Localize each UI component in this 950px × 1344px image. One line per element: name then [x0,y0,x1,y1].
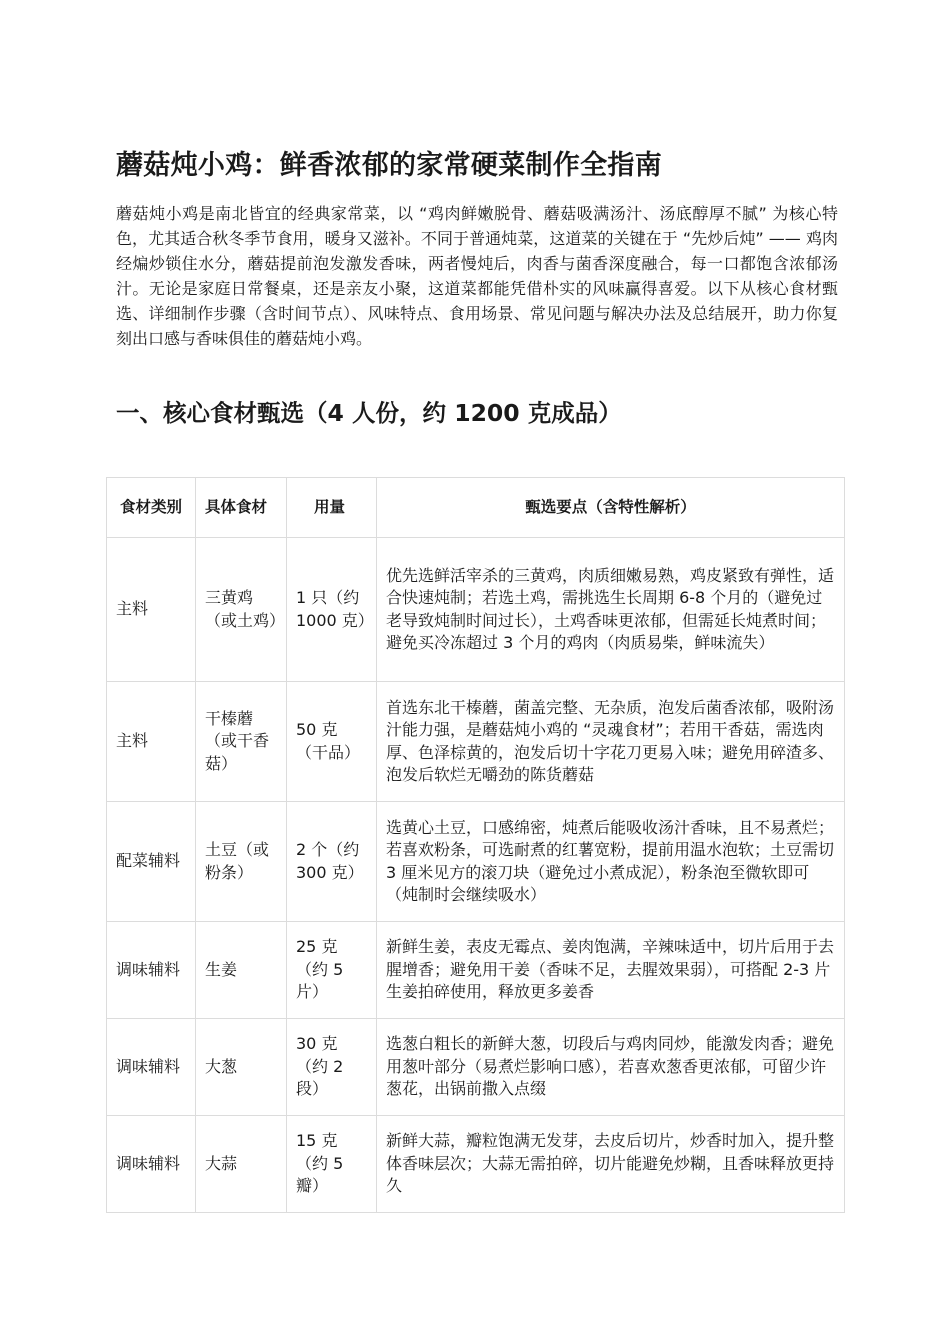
cell-category: 主料 [107,682,196,802]
cell-amount: 50 克 （干品） [287,682,377,802]
ingredients-table-wrapper [106,477,844,1213]
cell-category: 调味辅料 [107,1019,196,1116]
cell-ingredient: 干榛蘑 （或干香菇） [196,682,287,802]
header-notes: 甄选要点（含特性解析） [377,478,845,538]
ingredients-table [106,477,845,1213]
cell-category: 配菜辅料 [107,802,196,922]
table-row [107,1019,845,1116]
cell-notes: 优先选鲜活宰杀的三黄鸡，肉质细嫩易熟，鸡皮紧致有弹性，适合快速炖制；若选土鸡，需挑选生长周期 6-8 个月的（避免过老导致炖制时间过长），土鸡香味更浓郁，但需延长炖煮时间；避免买冷冻超过 3 个月的鸡肉（肉质易柴，鲜味流失） [377,538,845,682]
cell-ingredient: 土豆（或粉条） [196,802,287,922]
header-ingredient: 具体食材 [196,478,287,538]
cell-notes: 选黄心土豆，口感绵密，炖煮后能吸收汤汁香味，且不易煮烂；若喜欢粉条，可选耐煮的红薯宽粉，提前用温水泡软；土豆需切 3 厘米见方的滚刀块（避免过小煮成泥），粉条泡至微软即可（炖制时会继续吸水） [377,802,845,922]
cell-amount: 1 只（约 1000 克） [287,538,377,682]
table-header-row [107,478,845,538]
table-row [107,802,845,922]
cell-notes: 选葱白粗长的新鲜大葱，切段后与鸡肉同炒，能激发肉香；避免用葱叶部分（易煮烂影响口感），若喜欢葱香更浓郁，可留少许葱花，出锅前撒入点缀 [377,1019,845,1116]
section-title-ingredients: 一、核心食材甄选（4 人份，约 1200 克成品） [116,399,622,427]
intro-paragraph: 蘑菇炖小鸡是南北皆宜的经典家常菜，以 “鸡肉鲜嫩脱骨、蘑菇吸满汤汁、汤底醇厚不腻” 为核心特色，尤其适合秋冬季节食用，暖身又滋补。不同于普通炖菜，这道菜的关键在于 “先炒后炖” —— 鸡肉经煸炒锁住水分，蘑菇提前泡发激发香味，两者慢炖后，肉香与菌香深度融合，每一口都饱含浓郁汤汁。无论是家庭日常餐桌，还是亲友小聚，这道菜都能凭借朴实的风味赢得喜爱。以下从核心食材甄选、详细制作步骤（含时间节点）、风味特点、食用场景、常见问题与解决办法及总结展开，助力你复刻出口感与香味俱佳的蘑菇炖小鸡。 [116,204,838,348]
table-row [107,682,845,802]
table-row [107,1116,845,1213]
table-row [107,538,845,682]
cell-ingredient: 生姜 [196,922,287,1019]
document-title: 蘑菇炖小鸡：鲜香浓郁的家常硬菜制作全指南 [116,150,662,181]
header-amount: 用量 [287,478,377,538]
cell-category: 主料 [107,538,196,682]
cell-category: 调味辅料 [107,1116,196,1213]
table-row [107,922,845,1019]
header-category: 食材类别 [107,478,196,538]
cell-amount: 2 个（约 300 克） [287,802,377,922]
cell-amount: 15 克 （约 5 瓣） [287,1116,377,1213]
cell-ingredient: 大蒜 [196,1116,287,1213]
cell-ingredient: 大葱 [196,1019,287,1116]
cell-category: 调味辅料 [107,922,196,1019]
cell-amount: 30 克 （约 2 段） [287,1019,377,1116]
cell-ingredient: 三黄鸡 （或土鸡） [196,538,287,682]
cell-notes: 首选东北干榛蘑，菌盖完整、无杂质，泡发后菌香浓郁，吸附汤汁能力强，是蘑菇炖小鸡的 “灵魂食材”；若用干香菇，需选肉厚、色泽棕黄的，泡发后切十字花刀更易入味；避免用碎渣多、泡发后软烂无嚼劲的陈货蘑菇 [377,682,845,802]
cell-amount: 25 克 （约 5 片） [287,922,377,1019]
cell-notes: 新鲜大蒜，瓣粒饱满无发芽，去皮后切片，炒香时加入，提升整体香味层次；大蒜无需拍碎，切片能避免炒糊，且香味释放更持久 [377,1116,845,1213]
cell-notes: 新鲜生姜，表皮无霉点、姜肉饱满，辛辣味适中，切片后用于去腥增香；避免用干姜（香味不足，去腥效果弱），可搭配 2-3 片生姜拍碎使用，释放更多姜香 [377,922,845,1019]
